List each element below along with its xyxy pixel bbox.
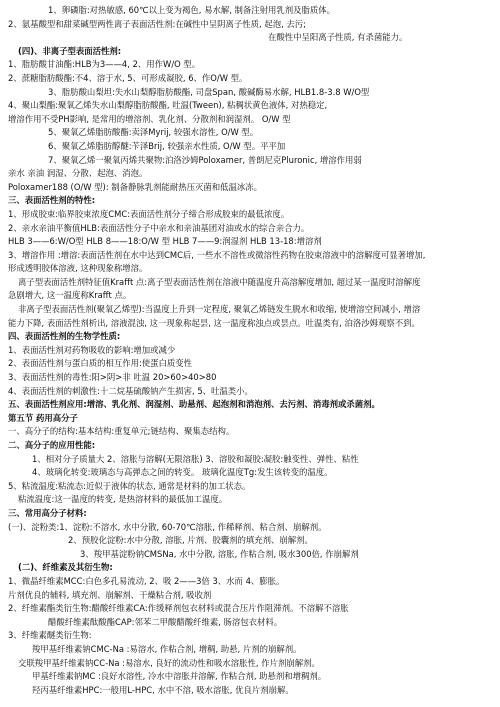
text-line: 3、羧甲基淀粉钠CMSNa, 水中分散, 溶胀, 作粘合剂, 吸水300倍, 作崩解剂 [80, 548, 359, 559]
text-line: 3、纤维素醚类衍生物: [8, 630, 92, 641]
text-line: 4、聚山梨酯:聚氧乙烯失水山梨醇脂肪酸酯, 吐温(Tween), 粘稠状黄色液体, 对热稳定, [8, 100, 328, 111]
text-line: 4、玻璃化转变:玻璃态与高弹态之间的转变。 玻璃化温度Tg:发生该转变的温度。 [32, 467, 333, 478]
text-line: 7、聚氧乙烯一聚氧丙烯共聚物:泊洛沙姆Poloxamer, 普朗尼克Pluronic, 增溶作用弱 [48, 154, 362, 165]
text-line: 2、表面活性剂与蛋白质的相互作用:使蛋白质变性 [8, 358, 193, 369]
text-line: 一、高分子的结构:基本结构:重复单元;链结构、聚集态结构。 [8, 426, 235, 437]
text-line: 1、形成胶束:临界胶束浓度CMC:表面活性剂分子缔合形成胶束的最低浓度。 [8, 208, 290, 219]
section-heading: 三、表面活性剂的特性: [8, 195, 96, 206]
text-line: 甲基纤维素钠MC :良好水溶性, 冷水中溶胀并溶解, 作粘合剂, 助悬剂和增稠剂。 [32, 671, 327, 682]
text-line: 1、表面活性剂对药物吸收的影响:增加或减少 [8, 344, 176, 355]
text-line: 3、脂肪酸山梨坦:失水山梨醇脂肪酸酯, 司盘Span, 酸碱酶易水解, HLB1.8-3.8 W/O型 [48, 86, 370, 97]
text-line: 3、表面活性剂的毒性:阳>阴>非 吐温 20>60>40>80 [8, 372, 217, 383]
section-heading: 四、表面活性剂的生物学性质: [8, 331, 121, 342]
text-line: 1、卵磷脂:对热敏感, 60℃以上变为褐色, 易水解, 制备注射用乳剂及脂质体。 [48, 5, 336, 15]
text-line: 增溶作用不受PH影响, 是常用的增溶剂、乳化剂、分散剂和润湿剂。 O/W 型 [8, 113, 291, 124]
text-line: 片剂优良的辅料, 填充剂、崩解剂、干燥粘合剂, 吸收剂 [8, 589, 212, 600]
text-line: 2、预胶化淀粉:水中分散, 溶胀, 片剂、胶囊剂的填充剂、崩解剂。 [68, 535, 313, 546]
text-line: 羧甲基纤维素钠CMC-Na :易溶水, 作粘合剂, 增稠, 助悬, 片剂的崩解剂。 [32, 643, 302, 654]
text-line: 2、氨基酸型和甜菜碱型两性离子表面活性剂:在碱性中呈阴离子性质, 起泡, 去污; [8, 18, 306, 29]
text-line: 急剧增大, 这一温度称Krafft 点。 [8, 290, 132, 301]
text-line: 5、粘流温度:粘流态:近似于液体的状态, 通常是材料的加工状态。 [8, 480, 251, 491]
section-heading: (四)、非离子型表面活性剂: [18, 45, 122, 56]
text-line: 2、蔗糖脂肪酸酯:不4、溶于水, 5、可形成凝胶, 6、作O/W 型。 [8, 72, 248, 83]
chapter-heading: 第五节 药用高分子 [8, 412, 78, 423]
text-line: 能力下降, 表面活性剂析出, 溶液混浊, 这一现象称起昙, 这一温度称浊点或昙点。吐温类有, 泊洛沙姆观察不到。 [8, 317, 420, 328]
section-heading: 三、常用高分子材料: [8, 507, 87, 518]
section-heading: (二)、纤维素及其衍生物: [18, 562, 113, 573]
text-line: 醋酸纤维素酞酸酯CAP:邻苯二甲酸醋酸纤维素, 肠溶包衣材料。 [48, 616, 283, 627]
text-line: 4、表面活性剂的刺激性:十二烷基硫酸钠产生损害, 5、吐温类小。 [8, 385, 253, 396]
text-line: Poloxamer188 (O/W 型): 制备静脉乳剂能耐热压灭菌和低温冰冻。 [8, 181, 263, 192]
text-line: 5、聚氧乙烯脂肪酸酯:卖泽Myrij, 较强水溶性, O/W 型。 [48, 127, 259, 138]
text-line: 6、聚氧乙烯脂肪醇醚:苄泽Brij, 较强亲水性质, O/W 型。平平加 [48, 140, 286, 151]
text-line: 1、微晶纤维素MCC:白色多孔易流动, 2、吸 2——3倍 3、水而 4、膨胀。 [8, 575, 285, 586]
text-line: 粘流温度:这一温度的转变, 是热溶材料的最低加工温度。 [18, 494, 228, 505]
text-line: 1、脂肪酸甘油酯:HLB为3——4, 2、用作W/O 型。 [8, 59, 201, 70]
text-line: 离子型表面活性剂特征值Krafft 点:离子型表面活性剂在溶液中随温度升高溶解度增加, 超过某一温度时溶解度 [18, 276, 421, 287]
text-line: 1、相对分子质量大 2、溶胀与溶解(无限溶胀) 3、溶胶和凝胶:凝胶:触变性、弹性、粘性 [32, 453, 359, 464]
text-line: (一)、淀粉类:1、淀粉:不溶水, 水中分散, 60-70℃溶胀, 作稀释剂、粘合剂、崩解剂。 [8, 521, 327, 532]
text-line: 亲水 亲油 润湿、分散、起泡、消泡。 [8, 168, 148, 179]
section-heading: 五、表面活性剂应用:增溶、乳化剂、润湿剂、助悬剂、起泡剂和消泡剂、去污剂、消毒剂或杀菌剂。 [8, 399, 380, 410]
text-line: 2、纤维素酯类衍生物:醋酸纤维素CA:作缓释剂包衣材料或混合压片作阻滞剂。不溶解不溶胀 [8, 603, 349, 614]
text-line: 形成透明胶体溶液, 这种现象称增溶。 [8, 263, 148, 274]
text-line: 非离子型表面活性剂(聚氧乙烯型):当温度上升到一定程度, 聚氧乙烯链发生脱水和收缩, 使增溶空间减小, 增溶 [18, 304, 421, 315]
text-line: 2、亲水亲油平衡值HLB:表面活性分子中亲水和亲油基团对油或水的综合亲合力。 [8, 222, 310, 233]
text-line: 羟丙基纤维素HPC:一般用L-HPC, 水中不溶, 吸水溶胀, 优良片剂崩解。 [32, 684, 294, 695]
section-heading: 二、高分子的应用性能: [8, 440, 96, 450]
text-line: HLB 3——6:W/O型 HLB 8——18:O/W 型 HLB 7——9:润湿剂 HLB 13-18:增溶剂 [8, 236, 322, 247]
text-line: 3、增溶作用 :增溶:表面活性剂在水中达到CMC后, 一些水不溶性或微溶性药物在胶束溶液中的溶解度可显著增加, [8, 249, 426, 260]
text-line: 在酸性中呈阳离子性质, 有杀菌能力。 [268, 32, 408, 43]
text-line: 交联羧甲基纤维素钠CC-Na :易溶水, 良好的流动性和吸水溶胀性, 作片剂崩解剂。 [18, 657, 320, 668]
